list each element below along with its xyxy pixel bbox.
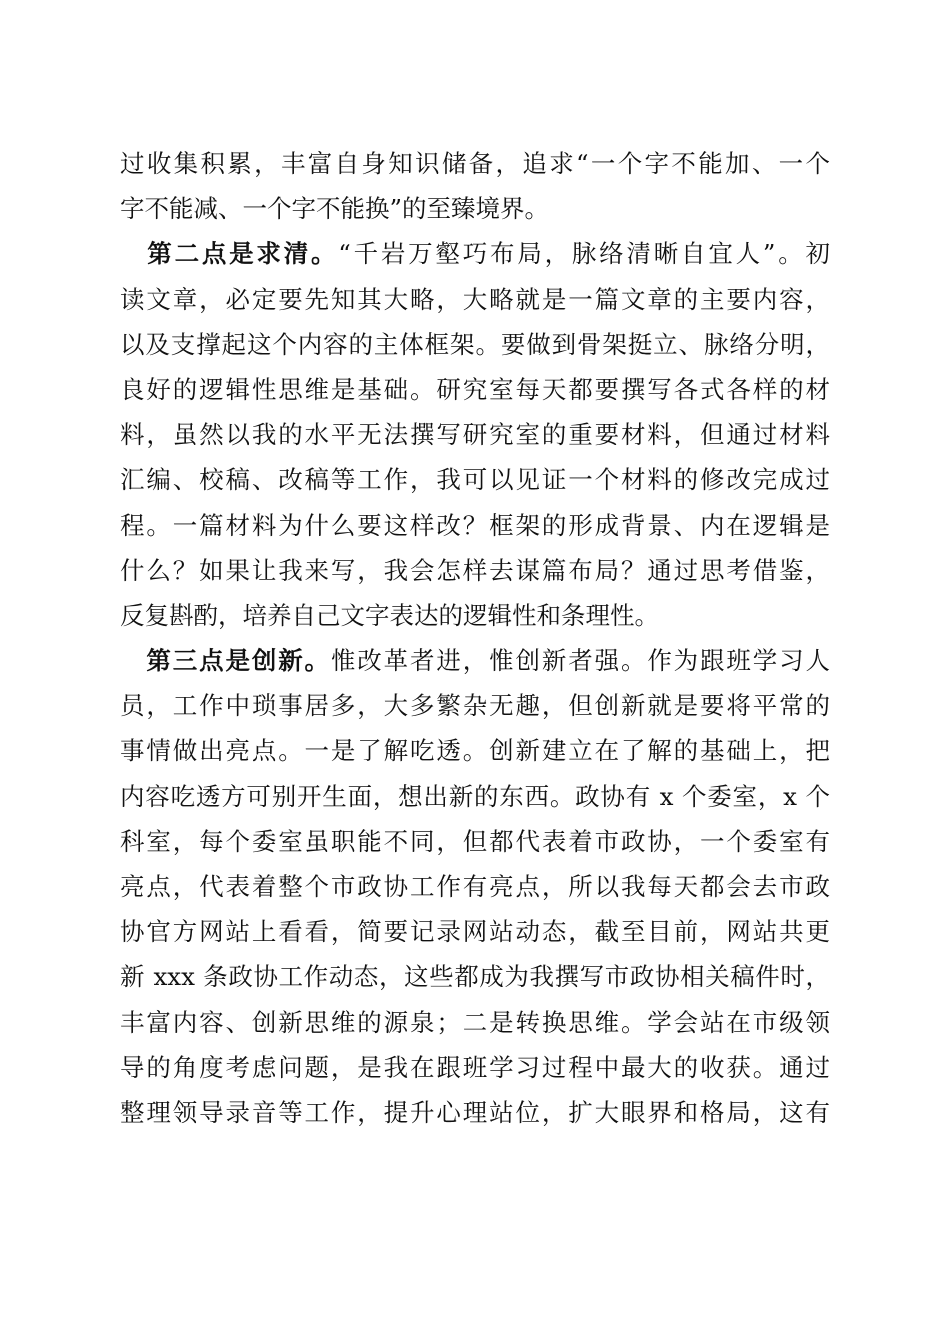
text-line: 反复斟酌，培养自己文字表达的逻辑性和条理性。 <box>120 600 659 630</box>
text-line: 什么？如果让我来写，我会怎样去谋篇布局？通过思考借鉴， <box>120 555 830 585</box>
paragraph-heading: 第三点是创新。 <box>120 646 331 676</box>
text-line: 丰富内容、创新思维的源泉；二是转换思维。学会站在市级领 <box>120 1007 830 1037</box>
text-line: 读文章，必定要先知其大略，大略就是一篇文章的主要内容， <box>120 284 830 314</box>
text-line: 新 xxx 条政协工作动态，这些都成为我撰写市政协相关稿件时， <box>120 962 830 992</box>
text-line: 内容吃透方可别开生面，想出新的东西。政协有 x 个委室，x 个 <box>120 781 830 811</box>
text-line: 料，虽然以我的水平无法撰写研究室的重要材料，但通过材料 <box>120 420 830 450</box>
paragraph-text: 惟改革者进，惟创新者强。作为跟班学习人 <box>330 646 831 676</box>
text-line: 协官方网站上看看，简要记录网站动态，截至目前，网站共更 <box>120 917 830 947</box>
text-line: 事情做出亮点。一是了解吃透。创新建立在了解的基础上，把 <box>120 736 830 766</box>
paragraph-text: “千岩万壑巧布局，脉络清晰自宜人”。初 <box>338 239 830 269</box>
text-line: 整理领导录音等工作，提升心理站位，扩大眼界和格局，这有 <box>120 1097 830 1127</box>
text-line: 科室，每个委室虽职能不同，但都代表着市政协，一个委室有 <box>120 826 830 856</box>
text-line: 良好的逻辑性思维是基础。研究室每天都要撰写各式各样的材 <box>120 374 830 404</box>
paragraph-heading-line <box>120 638 830 683</box>
text-line: 导的角度考虑问题，是我在跟班学习过程中最大的收获。通过 <box>120 1052 830 1082</box>
paragraph-heading: 第二点是求清。 <box>120 239 339 269</box>
text-line: 程。一篇材料为什么要这样改？框架的形成背景、内在逻辑是 <box>120 510 830 540</box>
text-line: 亮点，代表着整个市政协工作有亮点，所以我每天都会去市政 <box>120 872 830 901</box>
text-line: 过收集积累，丰富自身知识储备，追求“一个字不能加、一个 <box>120 149 830 178</box>
text-line: 员，工作中琐事居多，大多繁杂无趣，但创新就是要将平常的 <box>120 691 830 721</box>
text-line: 字不能减、一个字不能换”的至臻境界。 <box>120 194 550 224</box>
paragraph-heading-line <box>120 231 830 276</box>
text-line: 汇编、校稿、改稿等工作，我可以见证一个材料的修改完成过 <box>120 465 830 495</box>
text-line: 以及支撑起这个内容的主体框架。要做到骨架挺立、脉络分明， <box>120 329 830 359</box>
document-body <box>120 141 830 1135</box>
